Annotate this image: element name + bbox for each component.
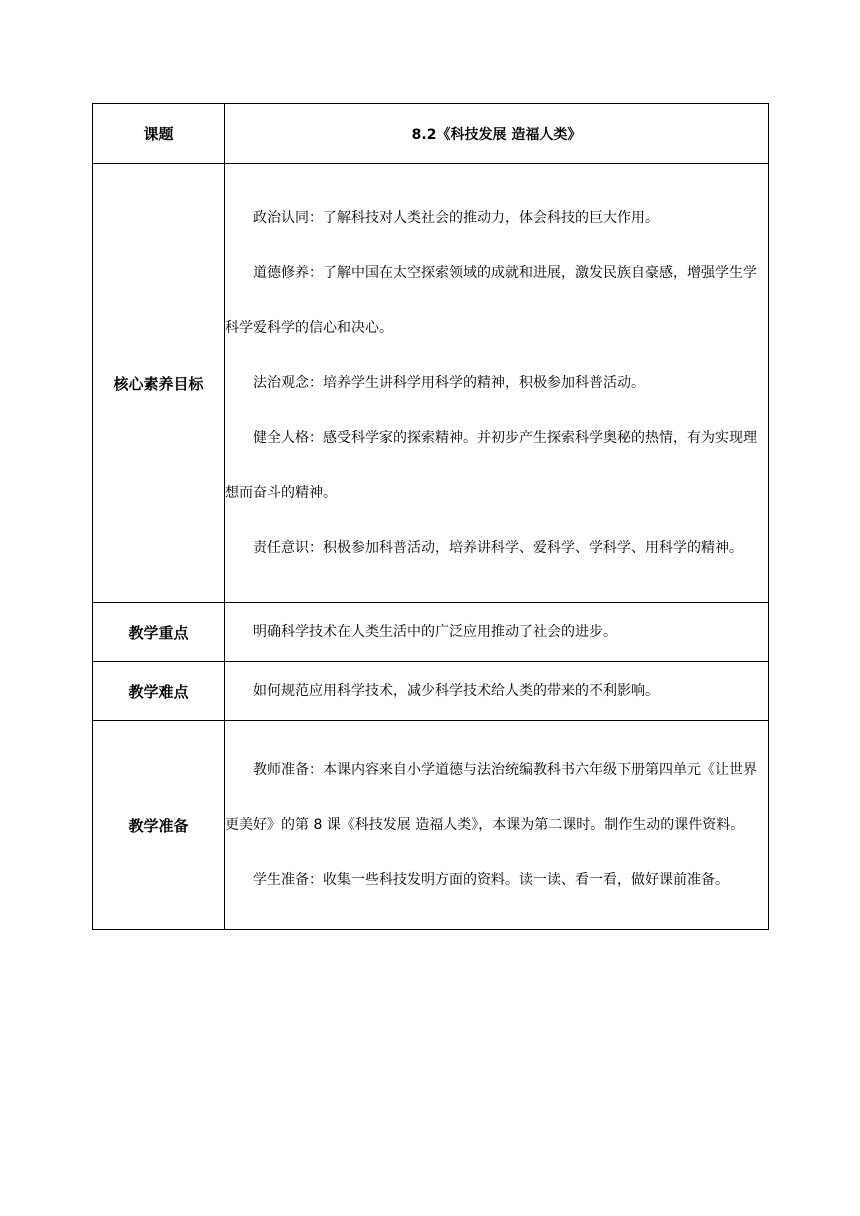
table-row [93,104,769,164]
difficulty-label: 教学难点 [93,662,225,721]
prep-label: 教学准备 [93,721,225,930]
prep-teacher-text: 教师准备：本课内容来自小学道德与法治统编教科书六年级下册第四单元《让世界更美好》的第 8 课《科技发展 造福人类》，本课为第二课时。制作生动的课件资料。 [225,761,757,833]
goal-responsibility: 责任意识：积极参加科普活动，培养讲科学、爱科学、学科学、用科学的精神。 [253,539,743,556]
prep-cell [225,721,769,930]
difficulty-cell [225,662,769,721]
table-row [93,721,769,930]
goal-political: 政治认同：了解科技对人类社会的推动力，体会科技的巨大作用。 [253,209,659,226]
goals-label: 核心素养目标 [93,164,225,603]
goal-law: 法治观念：培养学生讲科学用科学的精神，积极参加科普活动。 [253,374,645,391]
prep-student-text: 学生准备：收集一些科技发明方面的资料。读一读、看一看，做好课前准备。 [253,871,729,888]
lesson-title: 8.2《科技发展 造福人类》 [225,104,769,164]
focus-label: 教学重点 [93,603,225,662]
table-row [93,662,769,721]
goals-cell [225,164,769,603]
lesson-plan-table [92,103,769,930]
table-row [93,603,769,662]
goal-moral: 道德修养：了解中国在太空探索领域的成就和进展，激发民族自豪感，增强学生学科学爱科学的信心和决心。 [225,264,757,336]
title-label: 课题 [93,104,225,164]
focus-cell [225,603,769,662]
goal-personality: 健全人格：感受科学家的探索精神。并初步产生探索科学奥秘的热情，有为实现理想而奋斗的精神。 [225,429,757,501]
focus-text: 明确科学技术在人类生活中的广泛应用推动了社会的进步。 [253,623,617,640]
difficulty-text: 如何规范应用科学技术，减少科学技术给人类的带来的不利影响。 [253,682,659,699]
table-row [93,164,769,603]
